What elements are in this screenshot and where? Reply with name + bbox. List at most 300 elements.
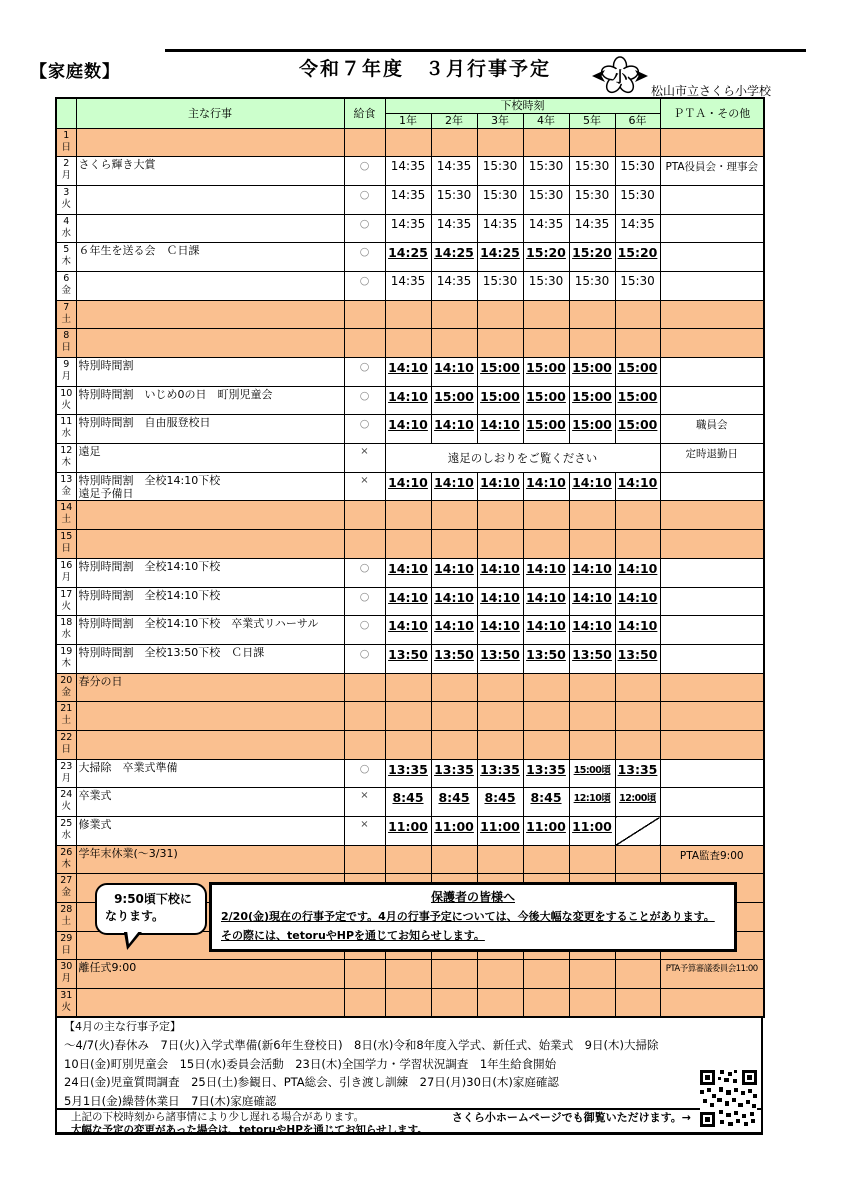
event-cell bbox=[76, 271, 344, 300]
time-cell bbox=[615, 989, 660, 1018]
time-cell bbox=[477, 329, 523, 358]
date-cell bbox=[56, 759, 76, 788]
time-cell: 14:35 bbox=[615, 214, 660, 243]
lunch-mark bbox=[344, 501, 385, 530]
time-cell bbox=[523, 501, 569, 530]
date-number: 11 bbox=[60, 416, 73, 428]
day-of-week: 木 bbox=[61, 256, 71, 268]
time-cell: 14:10 bbox=[385, 558, 431, 587]
schedule-table bbox=[55, 97, 765, 1018]
grade-5-header: 5年 bbox=[569, 113, 615, 128]
event-text: 修業式 bbox=[78, 818, 112, 831]
table-row bbox=[56, 271, 764, 300]
time-cell: 11:00 bbox=[431, 817, 477, 846]
event-text: ６年生を送る会 Ｃ日課 bbox=[78, 244, 200, 258]
time-cell: 13:50 bbox=[385, 644, 431, 673]
time-cell bbox=[523, 960, 569, 989]
time-cell: 15:30 bbox=[523, 157, 569, 186]
bottom-section bbox=[55, 1016, 763, 1135]
date-number: 12 bbox=[60, 445, 73, 457]
day-of-week: 水 bbox=[61, 629, 71, 641]
lunch-mark: × bbox=[344, 817, 385, 846]
event-text: 特別時間割 全校14:10下校 bbox=[78, 588, 221, 602]
time-cell bbox=[615, 501, 660, 530]
time-cell bbox=[385, 702, 431, 731]
pta-cell bbox=[660, 759, 764, 788]
event-text: 春分の日 bbox=[78, 674, 123, 688]
lunch-mark bbox=[344, 300, 385, 329]
pta-cell: 職員会 bbox=[660, 415, 764, 444]
table-row bbox=[56, 616, 764, 645]
event-text: 遠足予備日 bbox=[78, 486, 134, 500]
time-cell: 11:00 bbox=[477, 817, 523, 846]
lunch-mark bbox=[344, 730, 385, 759]
time-cell bbox=[477, 673, 523, 702]
date-number: 4 bbox=[63, 215, 70, 227]
time-cell bbox=[431, 730, 477, 759]
time-cell: 14:35 bbox=[385, 271, 431, 300]
time-cell: 11:00 bbox=[385, 817, 431, 846]
date-cell bbox=[56, 730, 76, 759]
date-number: 24 bbox=[60, 789, 73, 801]
day-of-week: 火 bbox=[61, 1002, 71, 1014]
time-cell bbox=[477, 300, 523, 329]
table-row bbox=[56, 587, 764, 616]
time-cell: 15:30 bbox=[477, 157, 523, 186]
time-cell: 15:00 bbox=[523, 386, 569, 415]
time-cell bbox=[569, 730, 615, 759]
lunch-mark bbox=[344, 530, 385, 559]
time-cell bbox=[477, 128, 523, 157]
time-cell: 11:00 bbox=[569, 817, 615, 846]
time-cell bbox=[385, 530, 431, 559]
time-cell bbox=[615, 730, 660, 759]
table-row bbox=[56, 128, 764, 157]
day-of-week: 日 bbox=[61, 743, 71, 755]
time-cell: 15:00 bbox=[477, 358, 523, 387]
april-line: 10日(金)町別児童会 15日(水)委員会活動 23日(木)全国学力・学習状況調査 1年生給食開始 bbox=[64, 1056, 557, 1071]
time-cell: 14:10 bbox=[477, 616, 523, 645]
time-cell: 15:30 bbox=[615, 185, 660, 214]
time-cell: 15:30 bbox=[523, 271, 569, 300]
event-text: 卒業式 bbox=[78, 789, 112, 803]
event-cell bbox=[76, 558, 344, 587]
date-cell bbox=[56, 702, 76, 731]
time-cell: 15:30 bbox=[569, 185, 615, 214]
time-cell bbox=[477, 530, 523, 559]
date-number: 2 bbox=[63, 158, 70, 170]
event-cell bbox=[76, 759, 344, 788]
time-cell bbox=[477, 501, 523, 530]
time-cell: 14:10 bbox=[431, 558, 477, 587]
time-cell: 15:30 bbox=[477, 185, 523, 214]
event-cell bbox=[76, 673, 344, 702]
page-title: 令和７年度 ３月行事予定 bbox=[298, 58, 551, 80]
time-cell bbox=[431, 530, 477, 559]
time-cell: 13:35 bbox=[523, 759, 569, 788]
table-row bbox=[56, 415, 764, 444]
date-cell bbox=[56, 931, 76, 960]
time-cell: 14:10 bbox=[431, 415, 477, 444]
time-cell: 15:00 bbox=[569, 358, 615, 387]
pta-cell bbox=[660, 530, 764, 559]
date-cell bbox=[56, 271, 76, 300]
time-cell bbox=[431, 300, 477, 329]
homepage-note: さくら小ホームページでも御覧いただけます。→ bbox=[451, 1111, 691, 1124]
date-number: 3 bbox=[63, 186, 70, 198]
time-cell: 15:00 bbox=[523, 415, 569, 444]
pta-cell bbox=[660, 989, 764, 1018]
time-cell: 8:45 bbox=[431, 788, 477, 817]
time-cell bbox=[569, 300, 615, 329]
day-of-week: 月 bbox=[61, 772, 71, 784]
table-row bbox=[56, 702, 764, 731]
time-cell: 15:30 bbox=[569, 157, 615, 186]
time-cell bbox=[431, 673, 477, 702]
time-cell: 15:30 bbox=[615, 157, 660, 186]
table-row bbox=[56, 788, 764, 817]
time-cell: 14:25 bbox=[385, 243, 431, 272]
time-cell bbox=[385, 960, 431, 989]
event-cell bbox=[76, 243, 344, 272]
day-of-week: 金 bbox=[61, 686, 71, 698]
time-cell: 14:10 bbox=[431, 616, 477, 645]
bubble-line-1: 9:50頃下校に bbox=[114, 892, 192, 906]
time-cell bbox=[477, 845, 523, 874]
day-of-week: 木 bbox=[61, 657, 71, 669]
event-cell bbox=[76, 157, 344, 186]
time-cell bbox=[615, 845, 660, 874]
date-cell bbox=[56, 214, 76, 243]
notice-line-1: 2/20(金)現在の行事予定です。4月の行事予定については、今後大幅な変更をすることがあります。 bbox=[221, 910, 715, 923]
day-of-week: 金 bbox=[61, 485, 71, 497]
time-cell: 14:10 bbox=[477, 415, 523, 444]
time-cell bbox=[523, 128, 569, 157]
time-cell: 15:00 bbox=[615, 415, 660, 444]
day-of-week: 火 bbox=[61, 600, 71, 612]
time-cell bbox=[569, 329, 615, 358]
date-number: 13 bbox=[60, 473, 73, 485]
table-row bbox=[56, 386, 764, 415]
event-cell bbox=[76, 300, 344, 329]
lunch-mark: × bbox=[344, 788, 385, 817]
lunch-mark: ○ bbox=[344, 185, 385, 214]
time-cell bbox=[385, 128, 431, 157]
day-of-week: 土 bbox=[61, 715, 71, 727]
event-text: 学年末休業(～3/31) bbox=[78, 846, 178, 860]
time-cell bbox=[431, 128, 477, 157]
time-cell: 15:30 bbox=[615, 271, 660, 300]
pta-cell bbox=[660, 386, 764, 415]
lunch-mark: ○ bbox=[344, 644, 385, 673]
date-cell bbox=[56, 128, 76, 157]
title-rule bbox=[165, 49, 806, 52]
lunch-mark: ○ bbox=[344, 587, 385, 616]
day-of-week: 日 bbox=[61, 342, 71, 354]
date-number: 31 bbox=[60, 990, 73, 1002]
time-cell: 14:10 bbox=[615, 616, 660, 645]
time-cell bbox=[385, 673, 431, 702]
time-cell: 14:10 bbox=[385, 616, 431, 645]
date-cell bbox=[56, 616, 76, 645]
time-cell: 14:10 bbox=[477, 587, 523, 616]
time-cell: 14:35 bbox=[523, 214, 569, 243]
lunch-mark bbox=[344, 128, 385, 157]
time-cell: 13:50 bbox=[615, 644, 660, 673]
time-cell bbox=[431, 989, 477, 1018]
pta-cell bbox=[660, 185, 764, 214]
date-cell bbox=[56, 788, 76, 817]
event-cell bbox=[76, 730, 344, 759]
time-cell bbox=[569, 501, 615, 530]
time-cell: 14:10 bbox=[431, 472, 477, 501]
time-cell bbox=[615, 128, 660, 157]
grade-6-header: 6年 bbox=[615, 113, 660, 128]
time-cell: 11:00 bbox=[523, 817, 569, 846]
pta-cell: PTA役員会・理事会 bbox=[660, 157, 764, 186]
time-cell bbox=[477, 989, 523, 1018]
date-number: 26 bbox=[60, 846, 73, 858]
pta-cell bbox=[660, 644, 764, 673]
event-cell bbox=[76, 472, 344, 501]
time-cell: 15:30 bbox=[477, 271, 523, 300]
date-cell bbox=[56, 501, 76, 530]
time-cell: 13:35 bbox=[477, 759, 523, 788]
time-cell: 14:10 bbox=[523, 587, 569, 616]
time-cell: 13:50 bbox=[431, 644, 477, 673]
time-cell: 14:35 bbox=[385, 214, 431, 243]
table-row bbox=[56, 501, 764, 530]
event-text: 大掃除 卒業式準備 bbox=[78, 760, 178, 774]
time-cell: 13:50 bbox=[523, 644, 569, 673]
event-text: さくら輝き大賞 bbox=[78, 158, 156, 172]
date-number: 19 bbox=[60, 645, 73, 657]
date-number: 15 bbox=[60, 531, 73, 543]
notice-line-2: その際には、tetoruやHPを通じてお知らせします。 bbox=[221, 929, 485, 942]
date-number: 27 bbox=[60, 875, 73, 887]
date-number: 5 bbox=[63, 244, 70, 256]
time-cell bbox=[523, 673, 569, 702]
pta-cell: PTA監査9:00 bbox=[660, 845, 764, 874]
time-cell: 14:10 bbox=[569, 472, 615, 501]
pta-column-header: ＰＴＡ・その他 bbox=[660, 98, 764, 128]
time-cell bbox=[569, 845, 615, 874]
event-text: 特別時間割 全校14:10下校 卒業式リハーサル bbox=[78, 617, 319, 631]
pta-cell bbox=[660, 358, 764, 387]
date-cell bbox=[56, 558, 76, 587]
lunch-mark: ○ bbox=[344, 759, 385, 788]
day-of-week: 月 bbox=[61, 571, 71, 583]
table-row bbox=[56, 759, 764, 788]
time-cell: 15:20 bbox=[615, 243, 660, 272]
time-cell bbox=[385, 329, 431, 358]
pta-cell bbox=[660, 329, 764, 358]
time-cell bbox=[431, 501, 477, 530]
date-cell bbox=[56, 960, 76, 989]
date-cell bbox=[56, 817, 76, 846]
time-cell: 14:10 bbox=[615, 472, 660, 501]
time-cell: 14:35 bbox=[431, 271, 477, 300]
time-cell: 15:20 bbox=[523, 243, 569, 272]
time-cell bbox=[569, 989, 615, 1018]
table-row bbox=[56, 444, 764, 473]
date-cell bbox=[56, 358, 76, 387]
time-cell bbox=[615, 530, 660, 559]
time-cell: 14:35 bbox=[385, 185, 431, 214]
date-number: 18 bbox=[60, 617, 73, 629]
logo-kanji: 小 bbox=[612, 68, 628, 86]
pta-cell bbox=[660, 788, 764, 817]
event-cell bbox=[76, 214, 344, 243]
time-cell: 14:10 bbox=[385, 386, 431, 415]
time-cell: 15:00 bbox=[569, 415, 615, 444]
lunch-column-header: 給食 bbox=[344, 98, 385, 128]
lunch-mark: ○ bbox=[344, 214, 385, 243]
lunch-mark: ○ bbox=[344, 616, 385, 645]
time-cell: 12:10頃 bbox=[569, 788, 615, 817]
day-of-week: 日 bbox=[61, 543, 71, 555]
date-number: 7 bbox=[63, 301, 70, 313]
school-name: 松山市立さくら小学校 bbox=[651, 84, 772, 98]
pta-cell bbox=[660, 271, 764, 300]
date-cell bbox=[56, 530, 76, 559]
pta-cell bbox=[660, 673, 764, 702]
time-cell: 15:20 bbox=[569, 243, 615, 272]
day-of-week: 木 bbox=[61, 858, 71, 870]
date-number: 23 bbox=[60, 760, 73, 772]
event-text: 特別時間割 全校14:10下校 bbox=[78, 559, 221, 573]
event-cell bbox=[76, 128, 344, 157]
time-cell bbox=[615, 300, 660, 329]
day-of-week: 火 bbox=[61, 198, 71, 210]
date-cell bbox=[56, 472, 76, 501]
event-cell bbox=[76, 817, 344, 846]
time-cell bbox=[615, 817, 660, 846]
day-of-week: 火 bbox=[61, 399, 71, 411]
bubble-line-2: なります。 bbox=[105, 909, 165, 923]
time-cell: 15:30 bbox=[569, 271, 615, 300]
lunch-mark: ○ bbox=[344, 157, 385, 186]
event-text: 離任式9:00 bbox=[78, 961, 137, 975]
lunch-mark: ○ bbox=[344, 358, 385, 387]
date-number: 10 bbox=[60, 387, 73, 399]
table-row bbox=[56, 358, 764, 387]
time-cell bbox=[569, 960, 615, 989]
date-number: 9 bbox=[63, 359, 70, 370]
time-cell: 14:35 bbox=[569, 214, 615, 243]
event-cell bbox=[76, 501, 344, 530]
lunch-mark bbox=[344, 989, 385, 1018]
table-row bbox=[56, 157, 764, 186]
time-cell: 14:10 bbox=[385, 587, 431, 616]
time-cell: 14:10 bbox=[523, 558, 569, 587]
time-cell: 12:00頃 bbox=[615, 788, 660, 817]
date-cell bbox=[56, 444, 76, 473]
time-cell: 15:00 bbox=[523, 358, 569, 387]
table-row bbox=[56, 673, 764, 702]
event-cell bbox=[76, 644, 344, 673]
pta-cell bbox=[660, 128, 764, 157]
event-cell bbox=[76, 960, 344, 989]
time-cell: 14:35 bbox=[431, 157, 477, 186]
day-of-week: 金 bbox=[61, 887, 71, 899]
date-cell bbox=[56, 415, 76, 444]
lunch-mark: ○ bbox=[344, 558, 385, 587]
pta-cell bbox=[660, 472, 764, 501]
lunch-mark: × bbox=[344, 472, 385, 501]
pta-cell bbox=[660, 702, 764, 731]
time-cell bbox=[431, 960, 477, 989]
date-cell bbox=[56, 329, 76, 358]
time-cell: 14:10 bbox=[477, 472, 523, 501]
time-cell: 14:10 bbox=[569, 558, 615, 587]
day-of-week: 水 bbox=[61, 830, 71, 841]
date-number: 16 bbox=[60, 559, 73, 571]
grade-3-header: 3年 bbox=[477, 113, 523, 128]
day-of-week: 月 bbox=[61, 371, 71, 382]
time-cell bbox=[385, 501, 431, 530]
event-cell bbox=[76, 185, 344, 214]
date-number: 20 bbox=[60, 674, 73, 686]
date-cell bbox=[56, 845, 76, 874]
time-cell bbox=[385, 730, 431, 759]
time-cell bbox=[615, 702, 660, 731]
event-cell bbox=[76, 329, 344, 358]
time-cell: 13:35 bbox=[615, 759, 660, 788]
time-cell bbox=[569, 673, 615, 702]
table-header bbox=[56, 98, 764, 128]
table-row bbox=[56, 817, 764, 846]
event-text: 遠足 bbox=[78, 445, 101, 459]
time-cell: 14:35 bbox=[431, 214, 477, 243]
event-cell bbox=[76, 845, 344, 874]
day-of-week: 土 bbox=[61, 916, 71, 928]
pta-cell bbox=[660, 214, 764, 243]
date-cell bbox=[56, 386, 76, 415]
date-cell bbox=[56, 673, 76, 702]
event-cell bbox=[76, 415, 344, 444]
table-row bbox=[56, 530, 764, 559]
april-line: ～4/7(火)春休み 7日(火)入学式準備(新6年生登校日) 8日(水)令和8年度入学式、新任式、始業式 9日(木)大掃除 bbox=[64, 1038, 659, 1053]
date-cell bbox=[56, 874, 76, 903]
time-cell bbox=[569, 530, 615, 559]
dismissal-speech-bubble bbox=[95, 883, 207, 935]
time-cell: 14:10 bbox=[477, 558, 523, 587]
event-cell bbox=[76, 358, 344, 387]
time-cell bbox=[431, 702, 477, 731]
event-cell bbox=[76, 989, 344, 1018]
date-cell bbox=[56, 185, 76, 214]
day-of-week: 土 bbox=[61, 313, 71, 325]
table-row bbox=[56, 644, 764, 673]
lunch-mark: ○ bbox=[344, 243, 385, 272]
lunch-mark bbox=[344, 673, 385, 702]
time-cell: 14:10 bbox=[523, 616, 569, 645]
time-cell bbox=[385, 989, 431, 1018]
dismissal-header: 下校時刻 bbox=[385, 98, 660, 113]
time-cell bbox=[477, 960, 523, 989]
day-of-week: 日 bbox=[61, 141, 71, 153]
day-of-week: 日 bbox=[61, 944, 71, 956]
footer-note-1: 上記の下校時刻から諸事情により少し遅れる場合があります。 bbox=[71, 1111, 365, 1123]
date-cell bbox=[56, 587, 76, 616]
date-number: 14 bbox=[60, 502, 73, 514]
time-cell: 14:35 bbox=[385, 157, 431, 186]
table-row bbox=[56, 960, 764, 989]
time-cell: 14:25 bbox=[431, 243, 477, 272]
time-cell: 15:00 bbox=[615, 358, 660, 387]
notice-title: 保護者の皆様へ bbox=[430, 890, 515, 904]
